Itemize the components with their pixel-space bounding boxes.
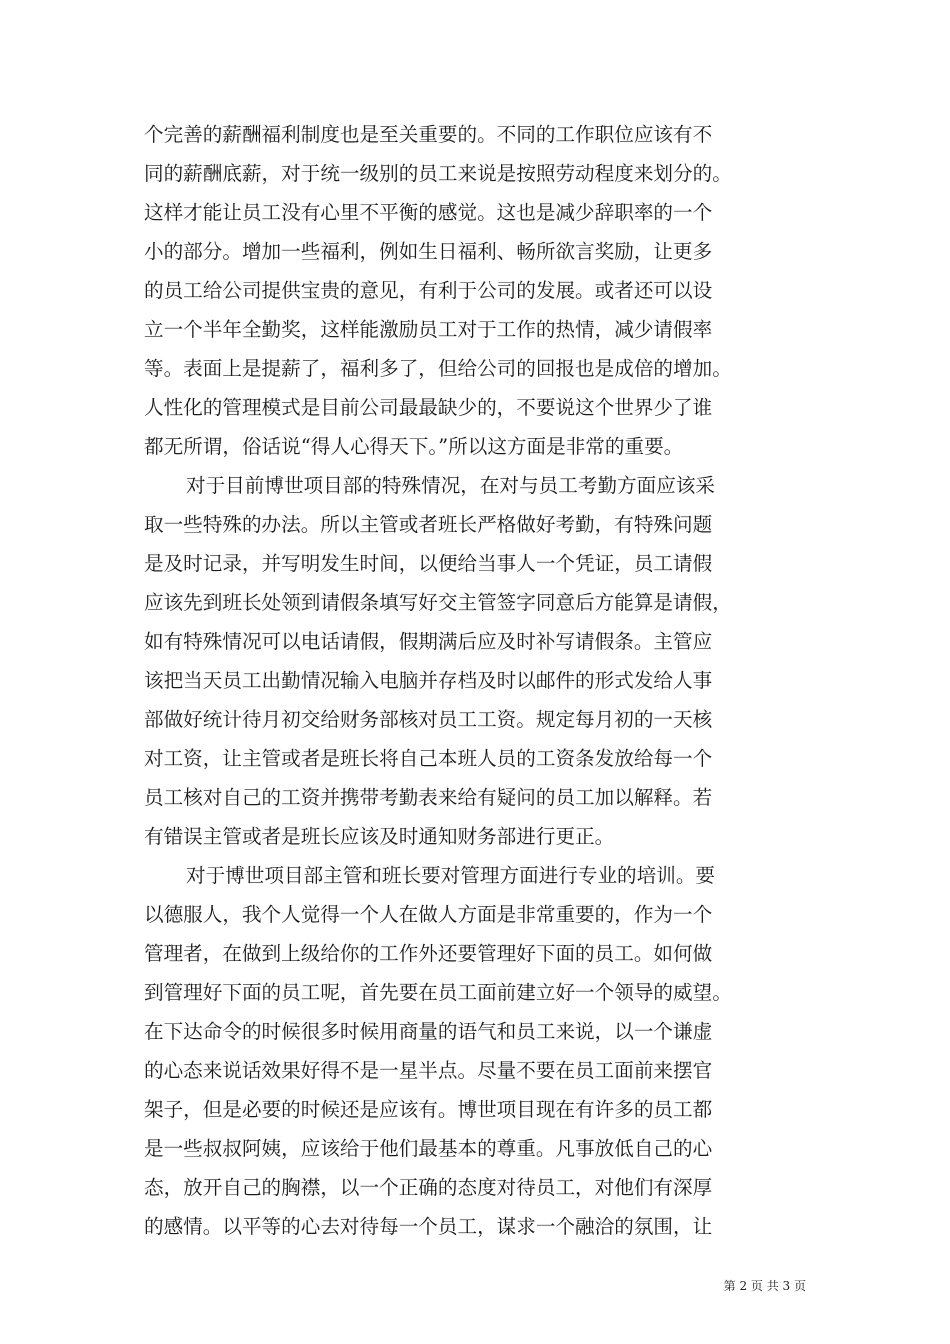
paragraph-first-line: 对于博世项目部主管和班长要对管理方面进行专业的培训。要: [186, 864, 716, 887]
text-line: 人性化的管理模式是目前公司最最缺少的，不要说这个世界少了谁: [144, 396, 713, 419]
text-line: 在下达命令的时候很多时候用商量的语气和员工来说，以一个谦虚: [144, 1020, 713, 1043]
text-line: 到管理好下面的员工呢，首先要在员工面前建立好一个领导的威望。: [144, 981, 732, 1004]
text-line: 以德服人，我个人觉得一个人在做人方面是非常重要的，作为一个: [144, 903, 713, 926]
text-line: 等。表面上是提薪了，福利多了，但给公司的回报也是成倍的增加。: [144, 357, 732, 380]
text-line: 应该先到班长处领到请假条填写好交主管签字同意后方能算是请假，: [144, 591, 732, 614]
text-line: 个完善的薪酬福利制度也是至关重要的。不同的工作职位应该有不: [144, 123, 713, 146]
paragraph-first-line: 对于目前博世项目部的特殊情况，在对与员工考勤方面应该采: [186, 474, 716, 497]
text-line: 小的部分。增加一些福利，例如生日福利、畅所欲言奖励，让更多: [144, 240, 713, 263]
text-line: 同的薪酬底薪，对于统一级别的员工来说是按照劳动程度来划分的。: [144, 162, 732, 185]
text-line: 部做好统计待月初交给财务部核对员工工资。规定每月初的一天核: [144, 708, 713, 731]
text-line: 立一个半年全勤奖，这样能激励员工对于工作的热情，减少请假率: [144, 318, 713, 341]
text-line: 这样才能让员工没有心里不平衡的感觉。这也是减少辞职率的一个: [144, 201, 713, 224]
text-line: 该把当天员工出勤情况输入电脑并存档及时以邮件的形式发给人事: [144, 669, 713, 692]
text-line: 架子，但是必要的时候还是应该有。博世项目现在有许多的员工都: [144, 1098, 713, 1121]
text-line: 对工资，让主管或者是班长将自己本班人员的工资条发放给每一个: [144, 747, 713, 770]
text-line: 的员工给公司提供宝贵的意见，有利于公司的发展。或者还可以设: [144, 279, 713, 302]
text-line: 是及时记录，并写明发生时间，以便给当事人一个凭证，员工请假: [144, 552, 713, 575]
text-line: 的感情。以平等的心去对待每一个员工，谋求一个融洽的氛围，让: [144, 1215, 713, 1238]
text-line: 员工核对自己的工资并携带考勤表来给有疑问的员工加以解释。若: [144, 786, 713, 809]
text-line: 有错误主管或者是班长应该及时通知财务部进行更正。: [144, 825, 615, 848]
text-line: 都无所谓，俗话说“得人心得天下。”所以这方面是非常的重要。: [144, 435, 684, 458]
page-number: 第 2 页 共 3 页: [723, 1279, 806, 1293]
text-line: 的心态来说话效果好得不是一星半点。尽量不要在员工面前来摆官: [144, 1059, 713, 1082]
text-line: 是一些叔叔阿姨，应该给于他们最基本的尊重。凡事放低自己的心: [144, 1137, 713, 1160]
text-line: 态，放开自己的胸襟，以一个正确的态度对待员工，对他们有深厚: [144, 1176, 713, 1199]
text-line: 管理者，在做到上级给你的工作外还要管理好下面的员工。如何做: [144, 942, 713, 965]
text-line: 如有特殊情况可以电话请假，假期满后应及时补写请假条。主管应: [144, 630, 713, 653]
text-line: 取一些特殊的办法。所以主管或者班长严格做好考勤，有特殊问题: [144, 513, 713, 536]
